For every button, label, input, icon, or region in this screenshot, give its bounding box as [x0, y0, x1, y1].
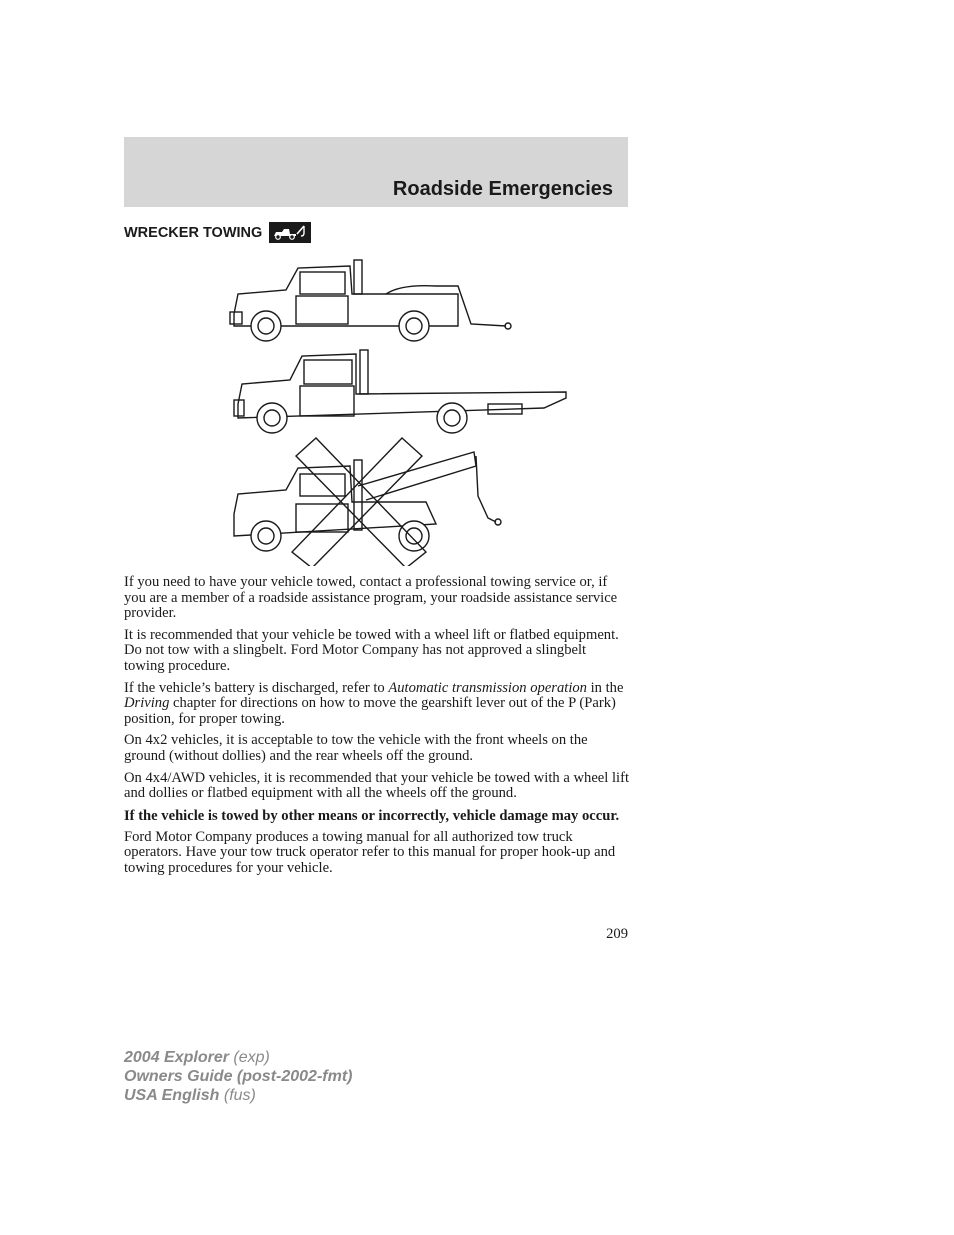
paragraph-battery [124, 681, 630, 728]
section-heading-text: WRECKER TOWING [124, 224, 263, 241]
footer-model-code: (exp) [228, 1049, 270, 1066]
battery-ref-driving: Driving [124, 695, 170, 712]
flatbed-truck [234, 350, 566, 433]
footer-guide: Owners Guide (post-2002-fmt) [124, 1068, 353, 1085]
header-band [124, 137, 628, 207]
header-title: Roadside Emergencies [392, 178, 613, 200]
paragraph-wheel-lift: It is recommended that your vehicle be towed with a wheel lift or flatbed equipment. Do not tow with a slingbelt. Ford Motor Company has not approved a slingbelt towing procedure. [124, 626, 619, 674]
body-text [124, 575, 630, 883]
battery-text-b: in the [586, 679, 624, 696]
footer [124, 1048, 352, 1105]
page-number: 209 [606, 926, 628, 942]
battery-text-a: If the vehicle’s battery is discharged, refer to [124, 679, 389, 696]
towing-methods-illustration [226, 256, 576, 566]
battery-text-c: chapter for directions on how to move the gearshift lever out of the P (Park) position, for proper towing. [124, 695, 616, 727]
footer-language-code: (fus) [219, 1087, 256, 1104]
tow-truck-icon [269, 222, 311, 243]
footer-model: 2004 Explorer [124, 1049, 229, 1066]
section-heading [124, 222, 311, 243]
footer-line-3 [124, 1086, 352, 1105]
paragraph-4x4: On 4x4/AWD vehicles, it is recommended that your vehicle be towed with a wheel lift and dollies or flatbed equipment with all the wheels off the ground. [124, 769, 630, 802]
battery-ref-transmission: Automatic transmission operation [388, 679, 587, 696]
paragraph-towing-service: If you need to have your vehicle towed, contact a professional towing service or, if you are a member of a roadside assistance program, your roadside assistance service provider. [124, 574, 618, 622]
footer-line-2 [124, 1067, 352, 1086]
paragraph-4x2: On 4x2 vehicles, it is acceptable to tow the vehicle with the front wheels on the ground (without dollies) and the rear wheels off the ground. [124, 732, 588, 764]
paragraph-towing-manual: Ford Motor Company produces a towing manual for all authorized tow truck operators. Have your tow truck operator refer to this manual for proper hook-up and towing procedures for your vehicle. [124, 828, 616, 876]
warning-text: If the vehicle is towed by other means or incorrectly, vehicle damage may occur. [124, 807, 620, 824]
wheel-lift-truck [230, 260, 511, 341]
footer-language: USA English [124, 1087, 220, 1104]
footer-line-1 [124, 1048, 352, 1067]
slingbelt-truck [234, 438, 501, 566]
